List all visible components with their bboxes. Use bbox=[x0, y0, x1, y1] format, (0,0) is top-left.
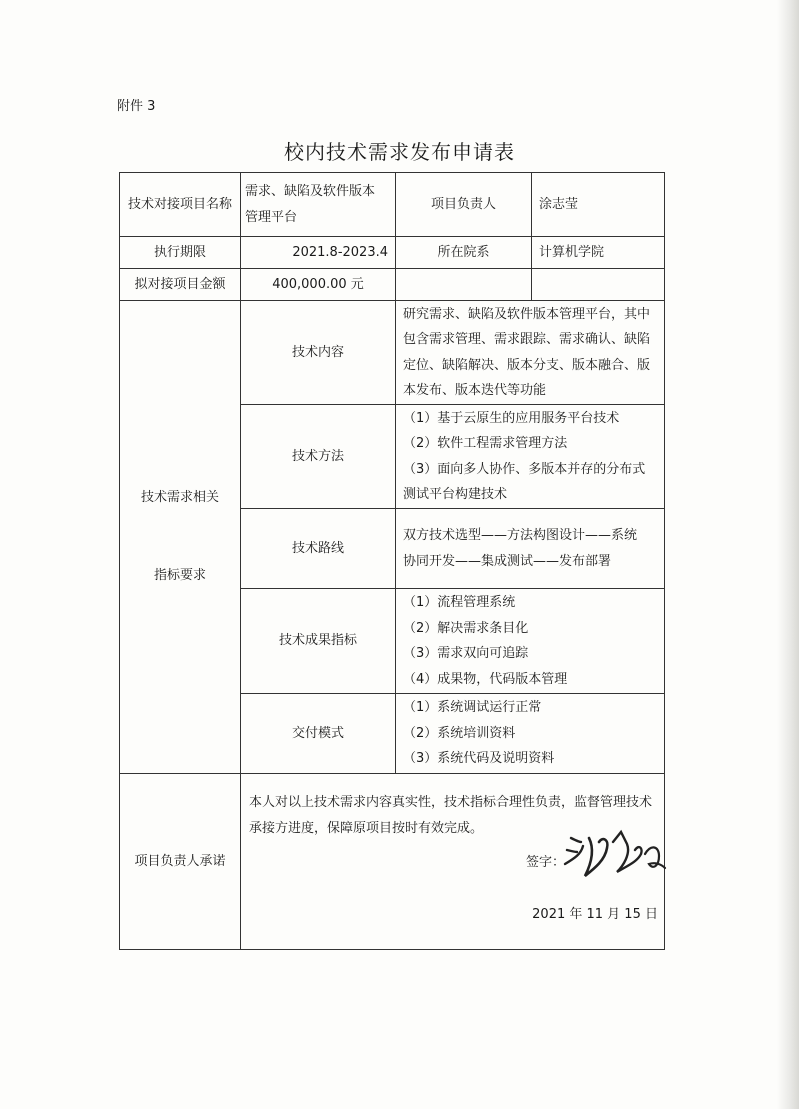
period-value: 2021.8-2023.4 bbox=[241, 237, 396, 269]
owner-label: 项目负责人 bbox=[396, 173, 532, 237]
attachment-label: 附件 3 bbox=[117, 99, 156, 114]
tech-route-label: 技术路线 bbox=[241, 509, 396, 589]
tech-content-label: 技术内容 bbox=[241, 301, 396, 405]
project-name-value bbox=[241, 173, 396, 237]
promise-label: 项目负责人承诺 bbox=[120, 774, 241, 950]
text-line: （1）流程管理系统 bbox=[403, 595, 516, 610]
delivery-label: 交付模式 bbox=[241, 694, 396, 774]
text-line: （2）系统培训资料 bbox=[403, 725, 516, 741]
text-line: （3）系统代码及说明资料 bbox=[403, 751, 555, 767]
amount-label: 拟对接项目金额 bbox=[120, 269, 241, 301]
text-line: （3）需求双向可追踪 bbox=[403, 646, 529, 661]
delivery-value bbox=[396, 694, 665, 774]
period-label: 执行期限 bbox=[120, 237, 241, 269]
text-line: （2）软件工程需求管理方法 bbox=[403, 436, 568, 451]
text-line: 研究需求、缺陷及软件版本管理平台，其中 bbox=[403, 306, 651, 322]
requirements-label-line: 技术需求相关 bbox=[140, 490, 219, 505]
empty-cell bbox=[396, 269, 532, 301]
row-tech-content bbox=[120, 301, 665, 405]
dept-value: 计算机学院 bbox=[532, 237, 665, 269]
tech-method-value bbox=[396, 405, 665, 509]
row-promise bbox=[120, 774, 665, 950]
page-edge-shadow bbox=[777, 0, 799, 1109]
text-line: 测试平台构建技术 bbox=[403, 487, 508, 502]
handwritten-signature bbox=[561, 824, 671, 884]
signature-area bbox=[526, 850, 565, 876]
promise-date: 2021 年 11 月 15 日 bbox=[532, 907, 658, 922]
project-name-label: 技术对接项目名称 bbox=[120, 173, 241, 237]
promise-cell bbox=[241, 774, 665, 950]
text-line: （2）解决需求条目化 bbox=[403, 620, 529, 636]
text-line: 双方技术选型——方法构图设计——系统 bbox=[403, 528, 638, 543]
requirements-label bbox=[120, 301, 241, 774]
row-period bbox=[120, 237, 665, 269]
project-name-line: 管理平台 bbox=[245, 209, 298, 225]
text-line: （1）系统调试运行正常 bbox=[403, 700, 542, 716]
tech-method-label: 技术方法 bbox=[241, 405, 396, 509]
owner-value: 涂志莹 bbox=[532, 173, 665, 237]
text-line: 协同开发——集成测试——发布部署 bbox=[403, 553, 612, 569]
empty-cell bbox=[532, 269, 665, 301]
row-project-name bbox=[120, 173, 665, 237]
text-line: 定位、缺陷解决、版本分支、版本融合、版 bbox=[403, 357, 651, 373]
tech-results-label: 技术成果指标 bbox=[241, 589, 396, 694]
text-line: （1）基于云原生的应用服务平台技术 bbox=[403, 410, 620, 426]
tech-content-value bbox=[396, 301, 665, 405]
tech-results-value bbox=[396, 589, 665, 694]
row-amount bbox=[120, 269, 665, 301]
promise-text: 本人对以上技术需求内容真实性，技术指标合理性负责，监督管理技术承接方进度，保障原项目按时有效完成。 bbox=[249, 795, 653, 836]
text-line: 包含需求管理、需求跟踪、需求确认、缺陷 bbox=[403, 332, 651, 347]
signature-label: 签字： bbox=[526, 855, 566, 870]
project-name-line: 需求、缺陷及软件版本 bbox=[245, 184, 376, 199]
form-title: 校内技术需求发布申请表 bbox=[284, 140, 515, 164]
tech-route-value bbox=[396, 509, 665, 589]
text-line: 本发布、版本迭代等功能 bbox=[403, 383, 547, 398]
dept-label: 所在院系 bbox=[396, 237, 532, 269]
amount-value: 400,000.00 元 bbox=[241, 269, 396, 301]
text-line: （4）成果物，代码版本管理 bbox=[403, 671, 568, 687]
requirements-label-line: 指标要求 bbox=[153, 568, 206, 583]
text-line: （3）面向多人协作、多版本并存的分布式 bbox=[403, 461, 646, 477]
application-form-table bbox=[119, 172, 665, 950]
